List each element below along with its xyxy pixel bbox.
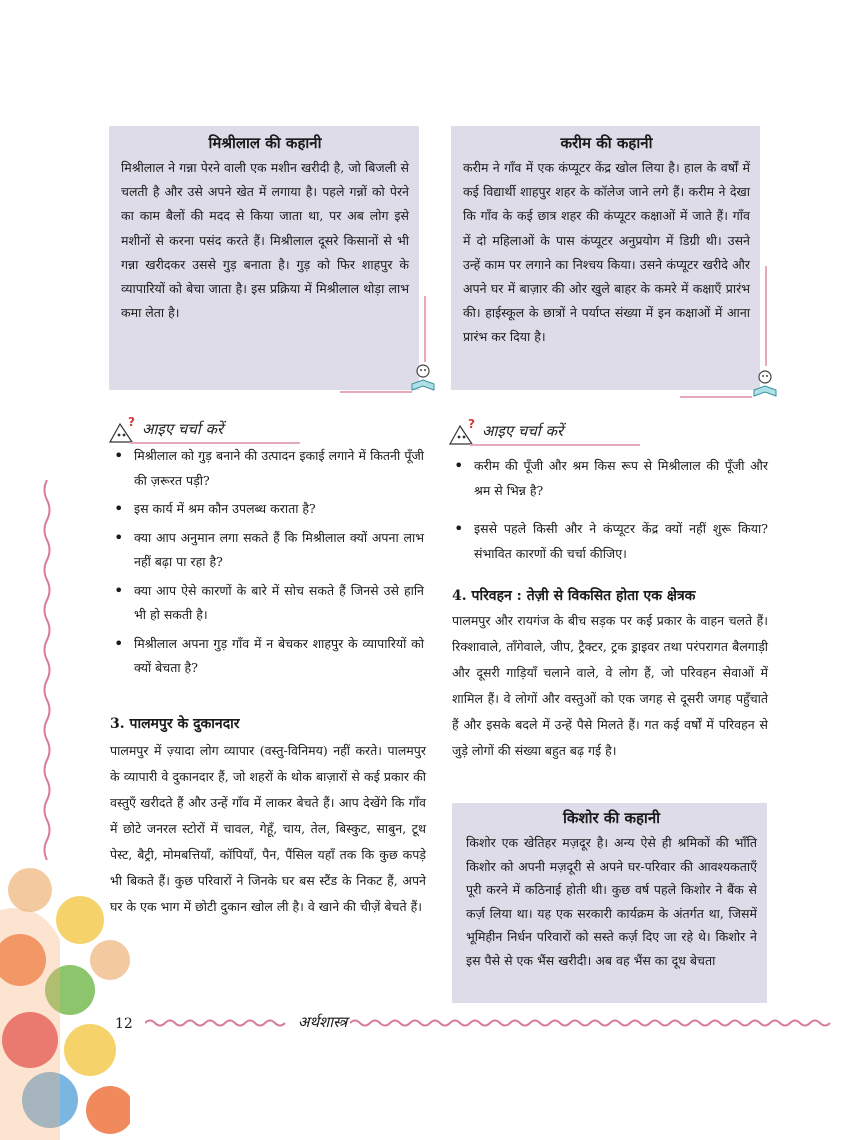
discuss-label: आइए चर्चा करें — [142, 420, 224, 438]
list-item: • करीम की पूँजी और श्रम किस रूप से मिश्रीलाल की पूँजी और श्रम से भिन्न है? — [452, 454, 768, 503]
discuss-heading-left — [108, 416, 308, 446]
list-item: • क्या आप ऐसे कारणों के बारे में सोच सकते हैं जिनसे उसे हानि भी हो सकती है। — [112, 579, 424, 628]
decorative-vine-footer-right — [350, 1018, 840, 1028]
discuss-label: आइए चर्चा करें — [482, 422, 564, 440]
decorative-vine-footer-left — [145, 1018, 290, 1028]
box-accent-line — [765, 266, 767, 366]
list-item: • मिश्रीलाल को गुड़ बनाने की उत्पादन इकाई लगाने में कितनी पूँजी की ज़रूरत पड़ी? — [112, 444, 424, 493]
karim-story-title: करीम की कहानी — [560, 134, 653, 152]
list-item: • इससे पहले किसी और ने कंप्यूटर केंद्र क्यों नहीं शुरू किया? संभावित कारणों की चर्चा कीजिए। — [452, 517, 768, 566]
discuss-underline — [470, 444, 640, 446]
decorative-vine-left — [40, 480, 54, 860]
discuss-heading-right — [448, 418, 648, 448]
box-accent-line — [680, 396, 752, 398]
reading-child-icon — [408, 362, 438, 392]
page-number: 12 — [115, 1016, 133, 1032]
svg-text:?: ? — [468, 418, 475, 431]
list-item: • इस कार्य में श्रम कौन उपलब्ध कराता है? — [112, 497, 424, 522]
mishrilal-story-text: मिश्रीलाल ने गन्ना पेरने वाली एक मशीन खरीदी है, जो बिजली से चलती है और उसे अपने खेत में लगाया है। पहले गन्नों को पेरने का काम बैलों की मदद से किया जाता था, पर अब लोग इसे मशीनों से करना पसंद करते हैं। मिश्रीलाल दूसरे किसानों से भी गन्ना खरीदकर उससे गुड़ बनाता है। गुड़ को फिर शाहपुर के व्यापारियों को बेचा जाता है। इस प्रक्रिया में मिश्रीलाल थोड़ा लाभ कमा लेता है। — [121, 160, 409, 321]
box-accent-line — [424, 296, 426, 362]
list-item: • मिश्रीलाल अपना गुड़ गाँव में न बेचकर शाहपुर के व्यापारियों को क्यों बेचता है? — [112, 632, 424, 681]
reading-child-icon — [750, 368, 780, 398]
kishore-story-box — [452, 803, 767, 1003]
section-4-text: पालमपुर और रायगंज के बीच सड़क पर कई प्रकार के वाहन चलते हैं। रिक्शावाले, ताँगेवाले, जीप, ट्रैक्टर, ट्रक ड्राइवर तथा परंपरागत बैलगाड़ी और दूसरी गाड़ियाँ चलाने वाले, वे लोग हैं, जो परिवहन सेवाओं में शामिल हैं। वे लोगों और वस्तुओं को एक जगह से दूसरी जगह पहुँचाते हैं और इसके बदले में उन्हें पैसे मिलते हैं। गत कई वर्षों में परिवहन से जुड़े लोगों की संख्या बहुत बढ़ गई है। — [452, 613, 768, 758]
book-title: अर्थशास्त्र — [298, 1013, 348, 1031]
list-item: • क्या आप अनुमान लगा सकते हैं कि मिश्रीलाल क्यों अपना लाभ नहीं बढ़ा पा रहा है? — [112, 526, 424, 575]
mishrilal-story-title: मिश्रीलाल की कहानी — [208, 134, 322, 152]
box-accent-line — [340, 391, 412, 393]
kishore-story-text: किशोर एक खेतिहर मज़दूर है। अन्य ऐसे ही श्रमिकों की भाँति किशोर को अपनी मज़दूरी से अपने घर-परिवार की आवश्यकताएँ पूरी करने में कठिनाई होती थी। कुछ वर्ष पहले किशोर ने बैंक से कर्ज़ लिया था। यह एक सरकारी कार्यक्रम के अंतर्गत था, जिसमें भूमिहीन निर्धन परिवारों को सस्ते कर्ज़ दिए जा रहे थे। किशोर ने इस पैसे से एक भैंस खरीदी। अब वह भैंस का दूध बेचता — [466, 835, 757, 968]
section-3-heading: 3. पालमपुर के दुकानदार — [110, 716, 240, 732]
discuss-questions-right — [452, 454, 768, 566]
discuss-questions-left — [112, 444, 424, 681]
karim-story-box — [451, 126, 760, 390]
karim-story-text: करीम ने गाँव में एक कंप्यूटर केंद्र खोल लिया है। हाल के वर्षों में कई विद्यार्थी शाहपुर शहर के कॉलेज जाने लगे हैं। करीम ने देखा कि गाँव के कई छात्र शहर की कंप्यूटर कक्षाओं में जाते हैं। गाँव में दो महिलाओं के पास कंप्यूटर अनुप्रयोग में डिग्री थी। उसने उन्हें काम पर लगाने का निश्चय किया। उसने कंप्यूटर खरीदे और अपने घर में बाज़ार की ओर खुले बाहर के कमरे में कक्षाएँ प्रारंभ की। हाईस्कूल के छात्रों ने पर्याप्त संख्या में इन कक्षाओं में आना प्रारंभ कर दिया है। — [463, 160, 750, 345]
kishore-story-title: किशोर की कहानी — [562, 809, 661, 827]
mishrilal-story-box — [109, 126, 419, 390]
section-4-heading: 4. परिवहन : तेज़ी से विकसित होता एक क्षेत्रक — [452, 588, 696, 604]
svg-text:?: ? — [128, 416, 135, 429]
section-3-text: पालमपुर में ज़्यादा लोग व्यापार (वस्तु-विनिमय) नहीं करते। पालमपुर के व्यापारी वे दुकानदार हैं, जो शहरों के थोक बाज़ारों से कई प्रकार की वस्तुएँ खरीदते हैं और उन्हें गाँव में लाकर बेचते हैं। आप देखेंगे कि गाँव में छोटे जनरल स्टोरों में चावल, गेहूँ, चाय, तेल, बिस्कुट, साबुन, टूथ पेस्ट, बैट्री, मोमबत्तियाँ, कॉपियाँ, पैन, पैंसिल यहाँ तक कि कुछ कपड़े भी बिकते हैं। कुछ परिवारों ने जिनके घर बस स्टैंड के निकट हैं, अपने घर के एक भाग में छोटी दुकान खोल ली है। वे खाने की चीज़ें बेचते हैं। — [110, 743, 426, 914]
